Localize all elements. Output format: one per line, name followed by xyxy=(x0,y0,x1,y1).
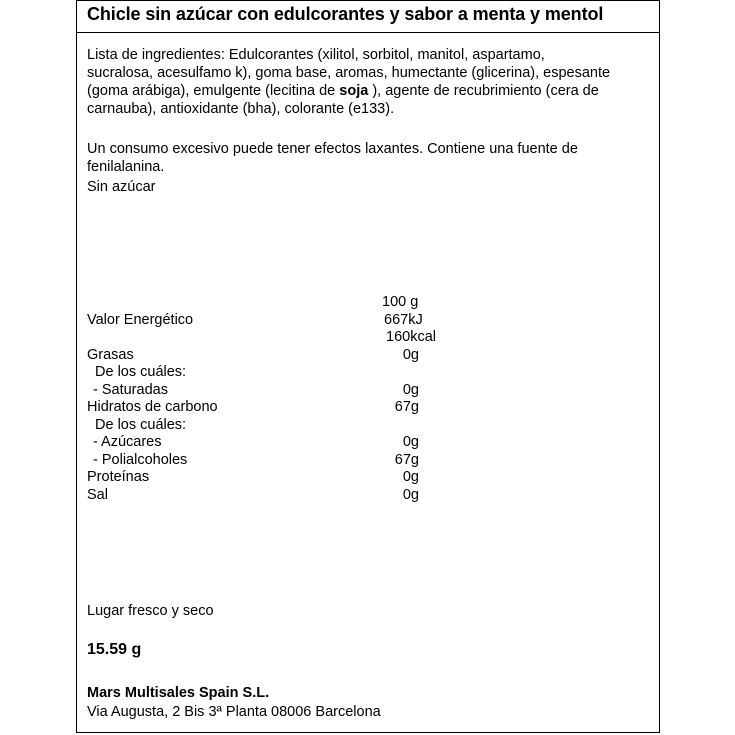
warning-line-1: Un consumo excesivo puede tener efectos laxantes. Contiene una fuente de xyxy=(87,141,578,157)
nutrition-header: 100 g xyxy=(382,294,419,310)
allergen-soja: soja xyxy=(339,83,369,99)
sugar-free-claim: Sin azúcar xyxy=(87,179,156,195)
title-row xyxy=(77,1,659,33)
company-address: Via Augusta, 2 Bis 3ª Planta 08006 Barcelona xyxy=(87,704,381,720)
nutrient-label: De los cuáles: xyxy=(95,416,187,433)
ingredients-line-2: sucralosa, acesulfamo k), goma base, aromas, humectante (glicerina), espesante xyxy=(87,65,611,81)
ingredients-line-3b: ), agente de recubrimiento (cera de xyxy=(368,83,599,99)
nutrient-label: Hidratos de carbono xyxy=(87,399,218,415)
nutrition-row xyxy=(87,382,507,400)
storage-instructions: Lugar fresco y seco xyxy=(87,603,214,619)
ingredients-line-1: Lista de ingredientes: Edulcorantes (xilitol, sorbitol, manitol, aspartamo, xyxy=(87,47,545,63)
company-name: Mars Multisales Spain S.L. xyxy=(87,685,270,701)
nutrition-row xyxy=(87,417,507,435)
nutrition-row xyxy=(87,434,507,452)
nutrient-label: - Saturadas xyxy=(93,381,168,398)
nutrition-row xyxy=(87,452,507,470)
nutrient-label: Grasas xyxy=(87,346,134,363)
nutrient-label: Sal xyxy=(87,486,108,503)
nutrient-value: 0g xyxy=(402,381,419,398)
laxative-warning xyxy=(87,140,578,176)
ingredients-line-3a: (goma arábiga), emulgente (lecitina de xyxy=(87,83,340,99)
warning-line-2: fenilalanina. xyxy=(87,159,165,175)
nutrient-value: 160kcal xyxy=(386,329,436,345)
ingredients-list xyxy=(87,46,647,118)
nutrient-label: - Azúcares xyxy=(93,434,162,450)
product-title: Chicle sin azúcar con edulcorantes y sabor a menta y mentol xyxy=(87,4,604,24)
ingredients-line-3 xyxy=(87,82,647,100)
nutrient-value: 0g xyxy=(402,346,419,363)
nutrient-label: Valor Energético xyxy=(87,311,194,328)
nutrition-row xyxy=(87,399,507,417)
nutrient-value: 667kJ xyxy=(384,311,423,328)
ingredients-line-4: carnauba), antioxidante (bha), colorante (e133). xyxy=(87,101,395,117)
nutrient-value: 0g xyxy=(402,434,419,450)
nutrient-value: 67g xyxy=(394,399,419,415)
nutrition-row xyxy=(87,347,507,365)
nutrient-value: 0g xyxy=(402,469,419,485)
nutrient-value: 67g xyxy=(394,451,419,468)
nutrition-row xyxy=(87,487,507,505)
nutrient-label: Proteínas xyxy=(87,469,150,485)
nutrition-row xyxy=(87,329,507,347)
nutrition-row xyxy=(87,312,507,330)
label-frame xyxy=(76,0,660,733)
net-weight: 15.59 g xyxy=(87,641,142,658)
nutrient-label: - Polialcoholes xyxy=(93,451,188,468)
nutrition-row xyxy=(87,469,507,487)
nutrient-value: 0g xyxy=(402,486,419,503)
nutrition-table xyxy=(87,294,507,504)
nutrition-row xyxy=(87,364,507,382)
nutrient-label: De los cuáles: xyxy=(95,364,187,380)
nutrition-header-row xyxy=(87,294,507,312)
